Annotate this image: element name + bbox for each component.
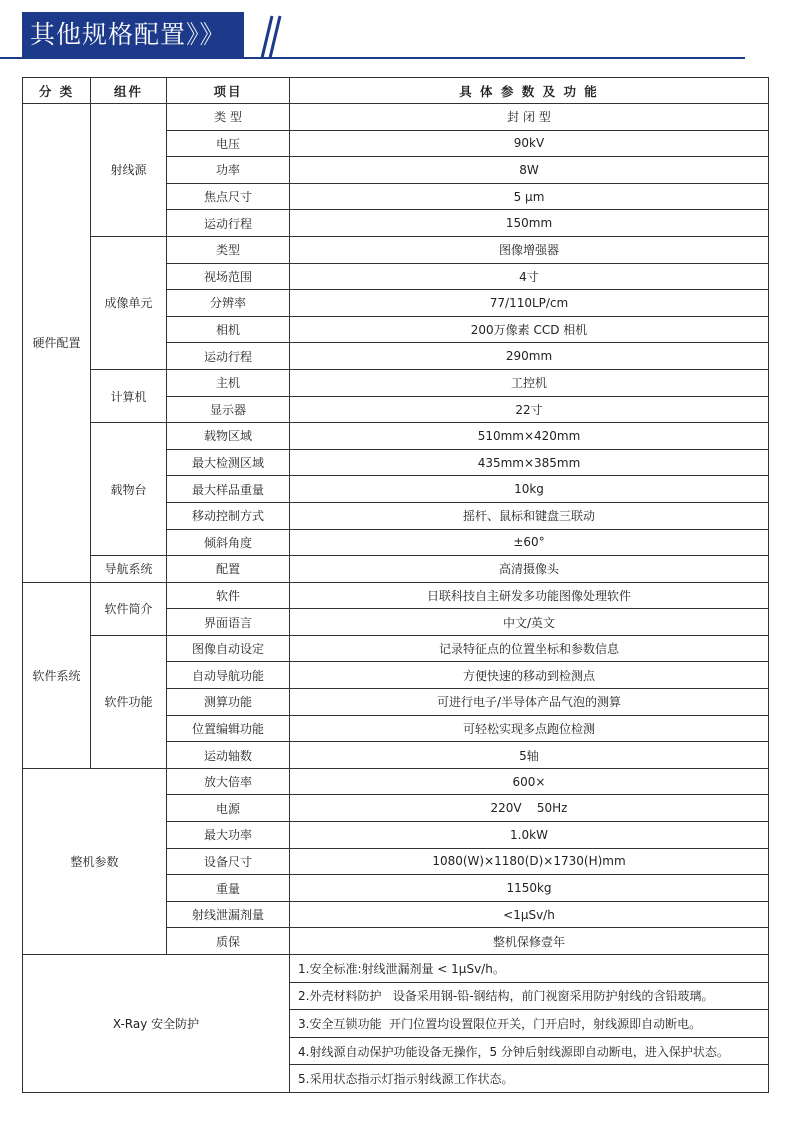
item-cell: 运动行程 [167,210,290,237]
table-row [23,369,769,396]
item-cell: 图像自动设定 [167,635,290,662]
value-cell: 150mm [290,210,769,237]
group-sw-function: 软件功能 [91,635,167,768]
value-cell: 1080(W)×1180(D)×1730(H)mm [290,848,769,875]
item-cell: 软件 [167,582,290,609]
item-cell: 最大检测区域 [167,449,290,476]
item-cell: 电源 [167,795,290,822]
value-cell: 可进行电子/半导体产品气泡的测算 [290,689,769,716]
table-row [23,582,769,609]
value-cell: 510mm×420mm [290,423,769,450]
value-cell: 可轻松实现多点跑位检测 [290,715,769,742]
value-cell: 中文/英文 [290,609,769,636]
item-cell: 重量 [167,875,290,902]
item-cell: 功率 [167,157,290,184]
value-cell: 整机保修壹年 [290,928,769,955]
item-cell: 显示器 [167,396,290,423]
item-cell: 最大功率 [167,822,290,849]
value-cell: 摇杆、鼠标和键盘三联动 [290,502,769,529]
item-cell: 视场范围 [167,263,290,290]
value-cell: 封 闭 型 [290,104,769,131]
item-cell: 配置 [167,556,290,583]
value-cell: 高清摄像头 [290,556,769,583]
item-cell: 自动导航功能 [167,662,290,689]
value-cell: 10kg [290,476,769,503]
item-cell: 放大倍率 [167,768,290,795]
safety-note: 3.安全互锁功能 开门位置均设置限位开关，门开启时，射线源即自动断电。 [290,1010,769,1038]
group-navigation: 导航系统 [91,556,167,583]
item-cell: 分辨率 [167,290,290,317]
item-cell: 界面语言 [167,609,290,636]
value-cell: 22寸 [290,396,769,423]
value-cell: <1μSv/h [290,901,769,928]
value-cell: 290mm [290,343,769,370]
value-cell: 220V 50Hz [290,795,769,822]
item-cell: 倾斜角度 [167,529,290,556]
group-stage: 载物台 [91,423,167,556]
safety-note: 4.射线源自动保护功能设备无操作，5 分钟后射线源即自动断电，进入保护状态。 [290,1037,769,1065]
group-xray-source: 射线源 [91,104,167,237]
table-row [23,556,769,583]
table-row [23,104,769,131]
item-cell: 最大样品重量 [167,476,290,503]
value-cell: 90kV [290,130,769,157]
header-value: 具 体 参 数 及 功 能 [290,78,769,104]
item-cell: 相机 [167,316,290,343]
safety-note: 1.安全标准:射线泄漏剂量 < 1μSv/h。 [290,955,769,983]
table-row [23,768,769,795]
value-cell: 方便快速的移动到检测点 [290,662,769,689]
value-cell: 日联科技自主研发多功能图像处理软件 [290,582,769,609]
value-cell: 435mm×385mm [290,449,769,476]
value-cell: 77/110LP/cm [290,290,769,317]
value-cell: 200万像素 CCD 相机 [290,316,769,343]
item-cell: 移动控制方式 [167,502,290,529]
item-cell: 运动行程 [167,343,290,370]
item-cell: 位置编辑功能 [167,715,290,742]
table-row [23,236,769,263]
category-safety: X-Ray 安全防护 [23,955,290,1093]
header-component: 组件 [91,78,167,104]
item-cell: 设备尺寸 [167,848,290,875]
category-software: 软件系统 [23,582,91,768]
category-machine: 整机参数 [23,768,167,954]
safety-note: 2.外壳材料防护 设备采用钢-铅-钢结构，前门视窗采用防护射线的含铅玻璃。 [290,982,769,1010]
category-hardware: 硬件配置 [23,104,91,583]
group-computer: 计算机 [91,369,167,422]
group-imaging: 成像单元 [91,236,167,369]
value-cell: 4寸 [290,263,769,290]
header-category: 分 类 [23,78,91,104]
value-cell: 1.0kW [290,822,769,849]
value-cell: 记录特征点的位置坐标和参数信息 [290,635,769,662]
table-row [23,635,769,662]
item-cell: 载物区域 [167,423,290,450]
value-cell: 5 μm [290,183,769,210]
item-cell: 主机 [167,369,290,396]
item-cell: 测算功能 [167,689,290,716]
group-sw-intro: 软件简介 [91,582,167,635]
table-row [23,423,769,450]
double-slash-icon [248,14,288,60]
item-cell: 质保 [167,928,290,955]
header-divider [0,57,745,59]
item-cell: 射线泄漏剂量 [167,901,290,928]
safety-note: 5.采用状态指示灯指示射线源工作状态。 [290,1065,769,1093]
value-cell: 工控机 [290,369,769,396]
table-header-row [23,78,769,104]
value-cell: 图像增强器 [290,236,769,263]
spec-table [22,77,769,1093]
item-cell: 焦点尺寸 [167,183,290,210]
value-cell: 5轴 [290,742,769,769]
item-cell: 类 型 [167,104,290,131]
item-cell: 电压 [167,130,290,157]
table-row [23,955,769,983]
page-title: 其他规格配置》》 [22,12,244,58]
header-item: 项目 [167,78,290,104]
page-header [22,12,442,58]
value-cell: 1150kg [290,875,769,902]
value-cell: ±60° [290,529,769,556]
item-cell: 类型 [167,236,290,263]
value-cell: 600× [290,768,769,795]
item-cell: 运动轴数 [167,742,290,769]
value-cell: 8W [290,157,769,184]
